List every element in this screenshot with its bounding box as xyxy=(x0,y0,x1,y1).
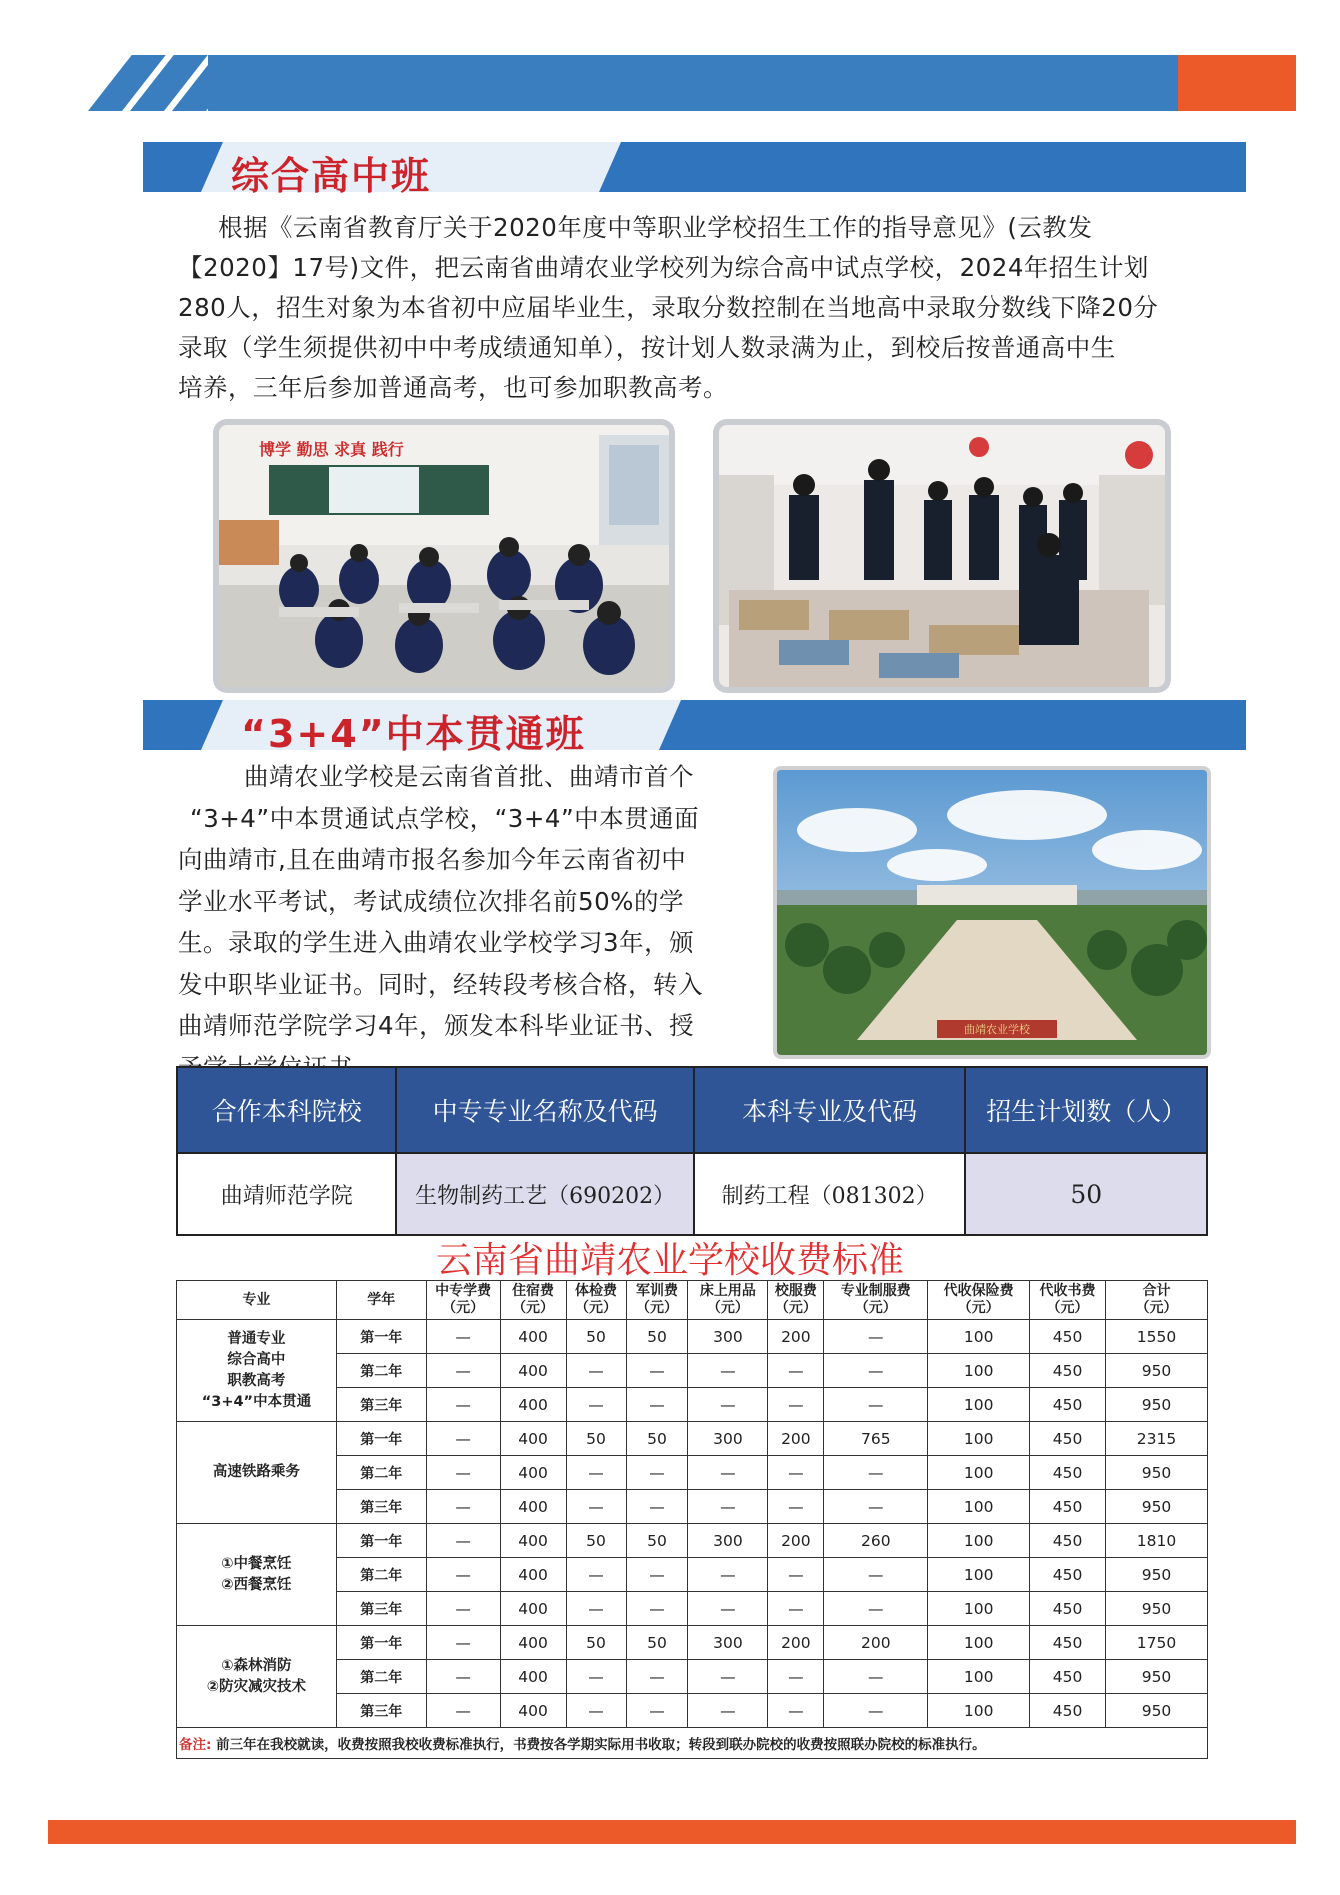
major-name: 职教高考 xyxy=(227,1372,286,1389)
fee-cell: — xyxy=(566,1354,626,1388)
fee-cell: — xyxy=(824,1354,928,1388)
fee-cell: — xyxy=(426,1592,500,1626)
major-cell xyxy=(177,1626,337,1728)
fee-cell: 950 xyxy=(1106,1558,1208,1592)
fee-cell: 300 xyxy=(688,1626,768,1660)
fee-cell: 1810 xyxy=(1106,1524,1208,1558)
fee-cell: 450 xyxy=(1030,1626,1106,1660)
fee-cell: — xyxy=(688,1660,768,1694)
classroom-illustration xyxy=(219,425,669,687)
fee-cell: — xyxy=(768,1558,824,1592)
fee-cell: 450 xyxy=(1030,1558,1106,1592)
fee-cell: 50 xyxy=(566,1320,626,1354)
fee-cell: 450 xyxy=(1030,1422,1106,1456)
column-header-name: 校服费 xyxy=(774,1283,817,1299)
fee-cell: — xyxy=(824,1694,928,1728)
column-header-unit: （元） xyxy=(575,1300,618,1316)
fee-cell: — xyxy=(426,1660,500,1694)
fee-cell: 950 xyxy=(1106,1456,1208,1490)
year-cell: 第三年 xyxy=(336,1490,426,1524)
fee-cell: — xyxy=(824,1592,928,1626)
fee-cell: — xyxy=(626,1456,688,1490)
column-header-unit: （元） xyxy=(1135,1300,1178,1316)
table-row xyxy=(177,1626,1208,1660)
fee-cell: — xyxy=(426,1354,500,1388)
year-cell: 第二年 xyxy=(336,1456,426,1490)
paragraph-line: 【2020】17号)文件，把云南省曲靖农业学校列为综合高中试点学校，2024年招生计划 xyxy=(178,253,1149,282)
fee-cell: 200 xyxy=(768,1524,824,1558)
fee-cell: 450 xyxy=(1030,1354,1106,1388)
fee-cell: 400 xyxy=(500,1354,566,1388)
fee-cell: 50 xyxy=(566,1422,626,1456)
fee-cell: — xyxy=(426,1490,500,1524)
column-header: 合作本科院校 xyxy=(177,1067,396,1153)
fee-cell: 400 xyxy=(500,1660,566,1694)
fee-cell: — xyxy=(426,1388,500,1422)
fee-cell: — xyxy=(566,1558,626,1592)
fee-cell: — xyxy=(768,1694,824,1728)
fee-cell: 100 xyxy=(928,1320,1030,1354)
fee-cell: — xyxy=(688,1456,768,1490)
fee-cell: 950 xyxy=(1106,1490,1208,1524)
fee-cell: 400 xyxy=(500,1524,566,1558)
fee-cell: 950 xyxy=(1106,1660,1208,1694)
section-header-comprehensive xyxy=(143,142,1246,198)
column-header-name: 中专学费 xyxy=(435,1283,492,1299)
fee-cell: 50 xyxy=(626,1422,688,1456)
campus-photo xyxy=(777,770,1207,1055)
fee-cell: — xyxy=(688,1388,768,1422)
paragraph-line: 录取（学生须提供初中中考成绩通知单），按计划人数录满为止，到校后按普通高中生 xyxy=(178,333,1116,362)
paragraph-line: 曲靖师范学院学习4年，颁发本科毕业证书、授 xyxy=(178,1011,695,1040)
fee-cell: 100 xyxy=(928,1490,1030,1524)
fee-cell: — xyxy=(768,1660,824,1694)
paragraph-line: 学业水平考试，考试成绩位次排名前50%的学 xyxy=(178,886,684,916)
year-cell: 第一年 xyxy=(336,1422,426,1456)
section2-paragraph xyxy=(178,756,760,1088)
column-header xyxy=(824,1281,928,1320)
paragraph-line: 向曲靖市,且在曲靖市报名参加今年云南省初中 xyxy=(178,845,687,874)
fee-cell: 300 xyxy=(688,1422,768,1456)
fee-cell: 950 xyxy=(1106,1592,1208,1626)
fee-cell: 400 xyxy=(500,1456,566,1490)
bottom-orange-bar xyxy=(48,1820,1296,1844)
column-header-unit: （元） xyxy=(957,1300,1000,1316)
column-header xyxy=(1106,1281,1208,1320)
column-header xyxy=(500,1281,566,1320)
fee-cell: 950 xyxy=(1106,1694,1208,1728)
column-header: 本科专业及代码 xyxy=(694,1067,966,1153)
major-name: 综合高中 xyxy=(227,1351,286,1368)
fee-cell: 200 xyxy=(768,1422,824,1456)
fee-cell: — xyxy=(768,1456,824,1490)
column-header xyxy=(688,1281,768,1320)
column-header-name: 代收书费 xyxy=(1039,1283,1096,1299)
year-cell: 第二年 xyxy=(336,1354,426,1388)
major-cell xyxy=(177,1320,337,1422)
fee-cell: — xyxy=(824,1456,928,1490)
fee-cell: — xyxy=(566,1694,626,1728)
banner-blue-bar xyxy=(208,55,1178,111)
fee-cell: — xyxy=(688,1490,768,1524)
top-banner xyxy=(88,55,1296,111)
fee-cell: — xyxy=(426,1422,500,1456)
column-header-unit: （元） xyxy=(635,1300,678,1316)
section1-paragraph xyxy=(178,208,1218,408)
campus-sign-text: 曲靖农业学校 xyxy=(964,1023,1030,1036)
section-title: 综合高中班 xyxy=(231,154,432,198)
fee-cell: — xyxy=(566,1456,626,1490)
column-header xyxy=(768,1281,824,1320)
fee-cell: — xyxy=(626,1694,688,1728)
column-header: 中专专业名称及代码 xyxy=(396,1067,693,1153)
table-cell: 曲靖师范学院 xyxy=(177,1153,396,1235)
fee-cell: — xyxy=(626,1592,688,1626)
library-illustration xyxy=(719,425,1165,687)
fee-cell: 50 xyxy=(626,1626,688,1660)
fee-cell: 950 xyxy=(1106,1388,1208,1422)
section-title: “3+4”中本贯通班 xyxy=(241,712,586,756)
fee-cell: 450 xyxy=(1030,1524,1106,1558)
fee-cell: 400 xyxy=(500,1558,566,1592)
column-header xyxy=(336,1281,426,1320)
fee-cell: — xyxy=(688,1694,768,1728)
fee-cell: 400 xyxy=(500,1388,566,1422)
fee-cell: 100 xyxy=(928,1592,1030,1626)
major-name: ②防灾减灾技术 xyxy=(206,1678,307,1695)
fee-cell: 200 xyxy=(768,1626,824,1660)
table-cell: 制药工程（081302） xyxy=(694,1153,966,1235)
note-row xyxy=(177,1728,1208,1759)
fee-cell: 765 xyxy=(824,1422,928,1456)
fee-cell: 100 xyxy=(928,1354,1030,1388)
fee-table-body xyxy=(177,1320,1208,1759)
paragraph-line: 280人，招生对象为本省初中应届毕业生，录取分数控制在当地高中录取分数线下降20分 xyxy=(178,293,1159,322)
fee-cell: — xyxy=(688,1354,768,1388)
classroom-photo xyxy=(219,425,669,687)
major-cell xyxy=(177,1524,337,1626)
paragraph-line: 生。录取的学生进入曲靖农业学校学习3年，颁 xyxy=(178,928,695,957)
column-header-name: 学年 xyxy=(367,1291,396,1308)
fee-cell: 400 xyxy=(500,1626,566,1660)
fee-cell: 400 xyxy=(500,1592,566,1626)
fee-cell: — xyxy=(626,1388,688,1422)
classroom-banner-text: 博学 勤思 求真 践行 xyxy=(259,440,404,459)
fee-cell: 1550 xyxy=(1106,1320,1208,1354)
fee-cell: — xyxy=(768,1354,824,1388)
column-header xyxy=(1030,1281,1106,1320)
column-header-name: 代收保险费 xyxy=(943,1283,1014,1299)
section-header-3plus4 xyxy=(143,700,1246,756)
major-name: 高速铁路乘务 xyxy=(212,1464,300,1480)
year-cell: 第二年 xyxy=(336,1558,426,1592)
column-header-unit: （元） xyxy=(512,1300,555,1316)
year-cell: 第三年 xyxy=(336,1694,426,1728)
column-header xyxy=(177,1281,337,1320)
table-row xyxy=(177,1320,1208,1354)
year-cell: 第二年 xyxy=(336,1660,426,1694)
fee-cell: — xyxy=(768,1388,824,1422)
fee-table-title: 云南省曲靖农业学校收费标准 xyxy=(435,1240,904,1281)
fee-cell: 50 xyxy=(626,1524,688,1558)
note-cell xyxy=(177,1728,1208,1759)
fee-cell: 450 xyxy=(1030,1660,1106,1694)
major-name: ①森林消防 xyxy=(221,1657,292,1674)
partner-table-header-row xyxy=(177,1067,1207,1153)
fee-cell: 400 xyxy=(500,1694,566,1728)
column-header-name: 专业制服费 xyxy=(840,1283,911,1299)
paragraph-line: 发中职毕业证书。同时，经转段考核合格，转入 xyxy=(178,969,703,999)
column-header xyxy=(626,1281,688,1320)
year-cell: 第一年 xyxy=(336,1626,426,1660)
table-cell: 50 xyxy=(965,1153,1207,1235)
column-header-name: 军训费 xyxy=(635,1283,678,1299)
fee-cell: 300 xyxy=(688,1320,768,1354)
paragraph-line: 培养，三年后参加普通高考，也可参加职教高考。 xyxy=(178,373,728,402)
fee-cell: — xyxy=(566,1660,626,1694)
fee-cell: 100 xyxy=(928,1456,1030,1490)
fee-cell: — xyxy=(768,1592,824,1626)
fee-cell: 450 xyxy=(1030,1320,1106,1354)
paragraph-line: “3+4”中本贯通试点学校，“3+4”中本贯通面 xyxy=(190,803,700,833)
year-cell: 第一年 xyxy=(336,1320,426,1354)
column-header-name: 合计 xyxy=(1142,1283,1171,1299)
column-header-unit: （元） xyxy=(706,1300,749,1316)
banner-orange-block xyxy=(1178,55,1296,111)
column-header-unit: （元） xyxy=(442,1300,485,1316)
year-cell: 第一年 xyxy=(336,1524,426,1558)
fee-cell: 1750 xyxy=(1106,1626,1208,1660)
table-row xyxy=(177,1524,1208,1558)
fee-cell: 400 xyxy=(500,1422,566,1456)
major-name: ①中餐烹饪 xyxy=(221,1555,292,1572)
fee-cell: 400 xyxy=(500,1320,566,1354)
fee-cell: 100 xyxy=(928,1422,1030,1456)
fee-cell: 100 xyxy=(928,1388,1030,1422)
column-header xyxy=(928,1281,1030,1320)
column-header-name: 床上用品 xyxy=(699,1283,756,1299)
fee-cell: 400 xyxy=(500,1490,566,1524)
fee-cell: — xyxy=(626,1660,688,1694)
fee-cell: 450 xyxy=(1030,1694,1106,1728)
fee-cell: — xyxy=(688,1558,768,1592)
fee-cell: 2315 xyxy=(1106,1422,1208,1456)
note-text: 前三年在我校就读，收费按照我校收费标准执行，书费按各学期实际用书收取；转段到联办院校的收费按照联办院校的标准执行。 xyxy=(216,1737,986,1753)
campus-illustration xyxy=(777,770,1207,1055)
fee-cell: — xyxy=(426,1694,500,1728)
major-cell xyxy=(177,1422,337,1524)
note-label: 备注: xyxy=(179,1737,212,1753)
fee-table-header-row xyxy=(177,1281,1208,1320)
fee-cell: 450 xyxy=(1030,1388,1106,1422)
column-header-unit: （元） xyxy=(774,1300,817,1316)
column-header-name: 专业 xyxy=(242,1291,271,1308)
fee-cell: 450 xyxy=(1030,1490,1106,1524)
fee-cell: 260 xyxy=(824,1524,928,1558)
column-header xyxy=(426,1281,500,1320)
fee-cell: 100 xyxy=(928,1694,1030,1728)
fee-cell: — xyxy=(824,1558,928,1592)
fee-cell: — xyxy=(824,1388,928,1422)
fee-cell: — xyxy=(824,1490,928,1524)
major-name: ②西餐烹饪 xyxy=(221,1576,292,1593)
fee-cell: — xyxy=(626,1558,688,1592)
fee-cell: 100 xyxy=(928,1660,1030,1694)
table-row xyxy=(177,1422,1208,1456)
fee-cell: 950 xyxy=(1106,1354,1208,1388)
table-row xyxy=(177,1153,1207,1235)
paragraph-line: 根据《云南省教育厅关于2020年度中等职业学校招生工作的指导意见》(云教发 xyxy=(218,213,1093,242)
fee-cell: 50 xyxy=(566,1626,626,1660)
fee-cell: — xyxy=(626,1490,688,1524)
column-header xyxy=(566,1281,626,1320)
column-header: 招生计划数（人） xyxy=(965,1067,1207,1153)
year-cell: 第三年 xyxy=(336,1388,426,1422)
partner-table xyxy=(176,1066,1208,1236)
column-header-name: 体检费 xyxy=(575,1283,618,1299)
fee-cell: 200 xyxy=(768,1320,824,1354)
fee-cell: 450 xyxy=(1030,1592,1106,1626)
fee-cell: — xyxy=(566,1592,626,1626)
fee-cell: — xyxy=(566,1388,626,1422)
fee-cell: 100 xyxy=(928,1524,1030,1558)
fee-cell: — xyxy=(426,1456,500,1490)
fee-cell: 50 xyxy=(566,1524,626,1558)
fee-cell: — xyxy=(824,1320,928,1354)
fee-cell: 100 xyxy=(928,1558,1030,1592)
fee-cell: — xyxy=(824,1660,928,1694)
fee-cell: — xyxy=(688,1592,768,1626)
fee-cell: — xyxy=(768,1490,824,1524)
major-name: 普通专业 xyxy=(227,1330,286,1347)
fee-cell: 300 xyxy=(688,1524,768,1558)
fee-cell: 450 xyxy=(1030,1456,1106,1490)
fee-cell: — xyxy=(426,1626,500,1660)
fee-cell: — xyxy=(426,1524,500,1558)
fee-table xyxy=(176,1280,1208,1759)
fee-cell: 200 xyxy=(824,1626,928,1660)
fee-cell: — xyxy=(426,1320,500,1354)
major-name: “3+4”中本贯通 xyxy=(201,1393,312,1410)
column-header-unit: （元） xyxy=(1046,1300,1089,1316)
column-header-unit: （元） xyxy=(854,1300,897,1316)
table-cell: 生物制药工艺（690202） xyxy=(396,1153,693,1235)
fee-cell: — xyxy=(566,1490,626,1524)
fee-cell: 100 xyxy=(928,1626,1030,1660)
fee-cell: — xyxy=(426,1558,500,1592)
fee-cell: — xyxy=(626,1354,688,1388)
paragraph-line: 曲靖农业学校是云南省首批、曲靖市首个 xyxy=(244,762,694,791)
column-header-name: 住宿费 xyxy=(512,1283,555,1299)
library-photo xyxy=(719,425,1165,687)
fee-cell: 50 xyxy=(626,1320,688,1354)
year-cell: 第三年 xyxy=(336,1592,426,1626)
